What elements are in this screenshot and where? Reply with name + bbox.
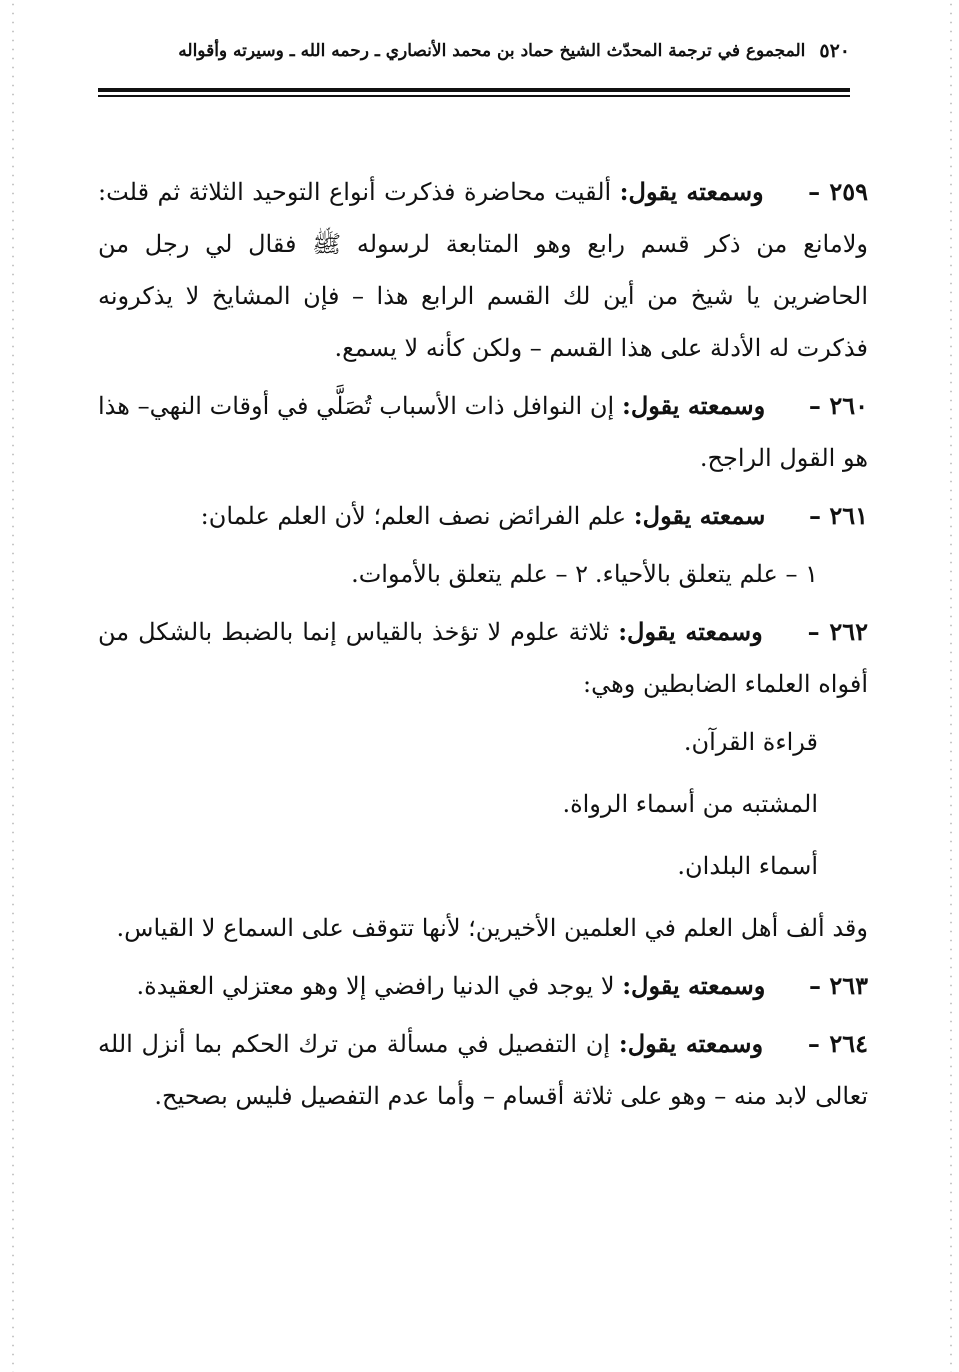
entry-264	[98, 1018, 868, 1122]
list-item: ٢ – علم يتعلق بالأموات.	[351, 560, 588, 588]
entry-262	[98, 606, 868, 710]
entry-261-items	[98, 548, 868, 600]
entry-lead: وسمعته يقول:	[618, 1029, 764, 1058]
list-item: قراءة القرآن.	[683, 728, 818, 756]
entry-number: ٢٦٢ –	[807, 617, 868, 646]
entry-number: ٢٦٤ –	[807, 1029, 868, 1058]
entry-lead: وسمعته يقول:	[618, 617, 763, 646]
scan-margin-dots-right	[950, 0, 952, 1372]
list-item: المشتبه من أسماء الرواة.	[562, 790, 818, 818]
entry-259	[98, 166, 868, 374]
header-rule-thin	[98, 95, 850, 97]
entry-text: ألقيت محاضرة فذكرت أنواع التوحيد الثلاثة ثم قلت: ولامانع من ذكر قسم رابع وهو المتابعة لرسوله ﷺ فقال لي رجل من الحاضرين يا شيخ من أين لك القسم الرابع هذا – فإن المشايخ لا يذكرونه فذكرت له الأدلة على هذا القسم – ولكن كأنه لا يسمع.	[98, 178, 868, 362]
entry-lead: وسمعته يقول:	[622, 971, 766, 1000]
entry-263	[98, 960, 868, 1012]
entry-number: ٢٥٩ –	[808, 177, 868, 206]
entry-lead: وسمعته يقول:	[619, 177, 764, 206]
header-rule-thick	[98, 88, 850, 92]
entry-lead: وسمعته يقول:	[621, 391, 766, 420]
entry-text: علم الفرائض نصف العلم؛ لأن العلم علمان:	[200, 502, 627, 530]
list-item: أسماء البلدان.	[677, 852, 818, 880]
entry-261	[98, 490, 868, 542]
page-number: ٥٢٠	[819, 40, 850, 62]
entry-262-closing: وقد ألف أهل العلم في العلمين الأخيرين؛ لأنها تتوقف على السماع لا القياس.	[116, 914, 868, 942]
entry-260	[98, 380, 868, 484]
entry-lead: سمعته يقول:	[633, 501, 766, 530]
entry-text: ثلاثة علوم لا تؤخذ بالقياس إنما بالضبط بالشكل من أفواه العلماء الضابطين وهي:	[98, 618, 868, 698]
entry-number: ٢٦١ –	[808, 501, 868, 530]
entry-text: إن النوافل ذات الأسباب تُصَلَّي في أوقات النهي– هذا هو القول الراجح.	[98, 392, 868, 472]
entry-text: لا يوجد في الدنيا رافضي إلا وهو معتزلي العقيدة.	[136, 972, 615, 1000]
running-header	[150, 36, 850, 66]
entry-text: إن التفصيل في مسألة من ترك الحكم بما أنزل الله تعالى لابد منه – وهو على ثلاثة أقسام – وأما عدم التفصيل فليس بصحيح.	[98, 1030, 868, 1110]
body-text	[98, 166, 868, 1128]
scan-margin-dots-left	[12, 0, 14, 1372]
running-title: المجموع في ترجمة المحدّث الشيخ حماد بن محمد الأنصاري ـ رحمه الله ـ وسيرته وأقواله	[178, 41, 806, 61]
list-item: ١ – علم يتعلق بالأحياء.	[594, 560, 818, 588]
entry-number: ٢٦٠ –	[808, 391, 868, 420]
entry-number: ٢٦٣ –	[808, 971, 868, 1000]
